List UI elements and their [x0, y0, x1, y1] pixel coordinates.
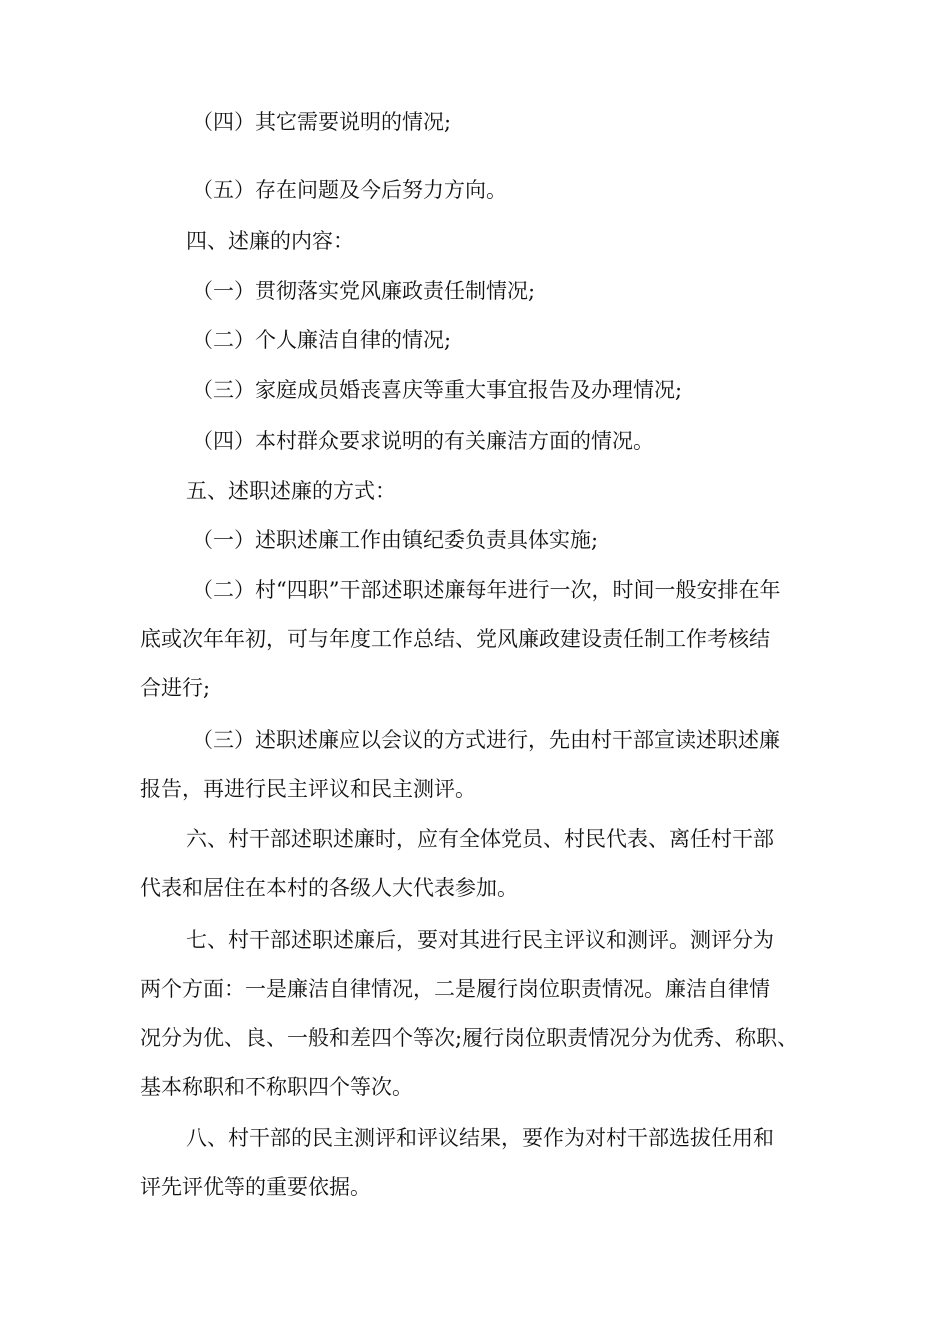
text-line: 评先评优等的重要依据。	[140, 1175, 371, 1199]
text-line: （三）述职述廉应以会议的方式进行，先由村干部宣读述职述廉	[192, 728, 780, 752]
text-line: 报告，再进行民主评议和民主测评。	[140, 777, 476, 801]
text-line: （二）个人廉洁自律的情况;	[192, 328, 452, 352]
text-line: 五、述职述廉的方式：	[186, 479, 396, 503]
paragraph-self-discipline	[140, 316, 840, 365]
paragraph-family-events	[140, 366, 840, 415]
text-line: （四）本村群众要求说明的有关廉洁方面的情况。	[192, 429, 654, 453]
paragraph-responsibility-system	[140, 267, 840, 316]
paragraph-villager-requests	[140, 417, 840, 466]
paragraph-other-situations	[140, 98, 840, 147]
text-line: 底或次年年初，可与年度工作总结、党风廉政建设责任制工作考核结	[140, 627, 770, 651]
text-line: 代表和居住在本村的各级人大代表参加。	[140, 876, 518, 900]
text-line: 四、述廉的内容：	[186, 229, 354, 253]
text-line: 基本称职和不称职四个等次。	[140, 1075, 413, 1099]
text-line: 况分为优、良、一般和差四个等次;履行岗位职责情况分为优秀、称职、	[140, 1026, 799, 1050]
paragraph-evaluation	[140, 916, 840, 1112]
text-line: 合进行;	[140, 676, 211, 700]
text-line: （三）家庭成员婚丧喜庆等重大事宜报告及办理情况;	[192, 378, 683, 402]
text-line: （四）其它需要说明的情况;	[192, 110, 452, 134]
text-line: （一）述职述廉工作由镇纪委负责具体实施;	[192, 528, 599, 552]
section-heading-method	[140, 467, 840, 516]
paragraph-attendees	[140, 815, 840, 913]
text-line: （一）贯彻落实党风廉政责任制情况;	[192, 279, 536, 303]
text-line: （五）存在问题及今后努力方向。	[192, 178, 507, 202]
paragraph-results-usage	[140, 1114, 840, 1212]
text-line: 七、村干部述职述廉后，要对其进行民主评议和测评。测评分为	[186, 928, 774, 952]
text-line: 两个方面：一是廉洁自律情况，二是履行岗位职责情况。廉洁自律情	[140, 977, 770, 1001]
text-line: 八、村干部的民主测评和评议结果，要作为对村干部选拔任用和	[186, 1126, 774, 1150]
paragraph-annual-report	[140, 566, 840, 713]
section-heading-lian-content	[140, 217, 840, 266]
text-line: 六、村干部述职述廉时，应有全体党员、村民代表、离任村干部	[186, 827, 774, 851]
paragraph-meeting-format	[140, 716, 840, 814]
paragraph-implementation	[140, 516, 840, 565]
paragraph-problems-direction	[140, 166, 840, 215]
text-line: （二）村“四职”干部述职述廉每年进行一次，时间一般安排在年	[192, 578, 781, 602]
